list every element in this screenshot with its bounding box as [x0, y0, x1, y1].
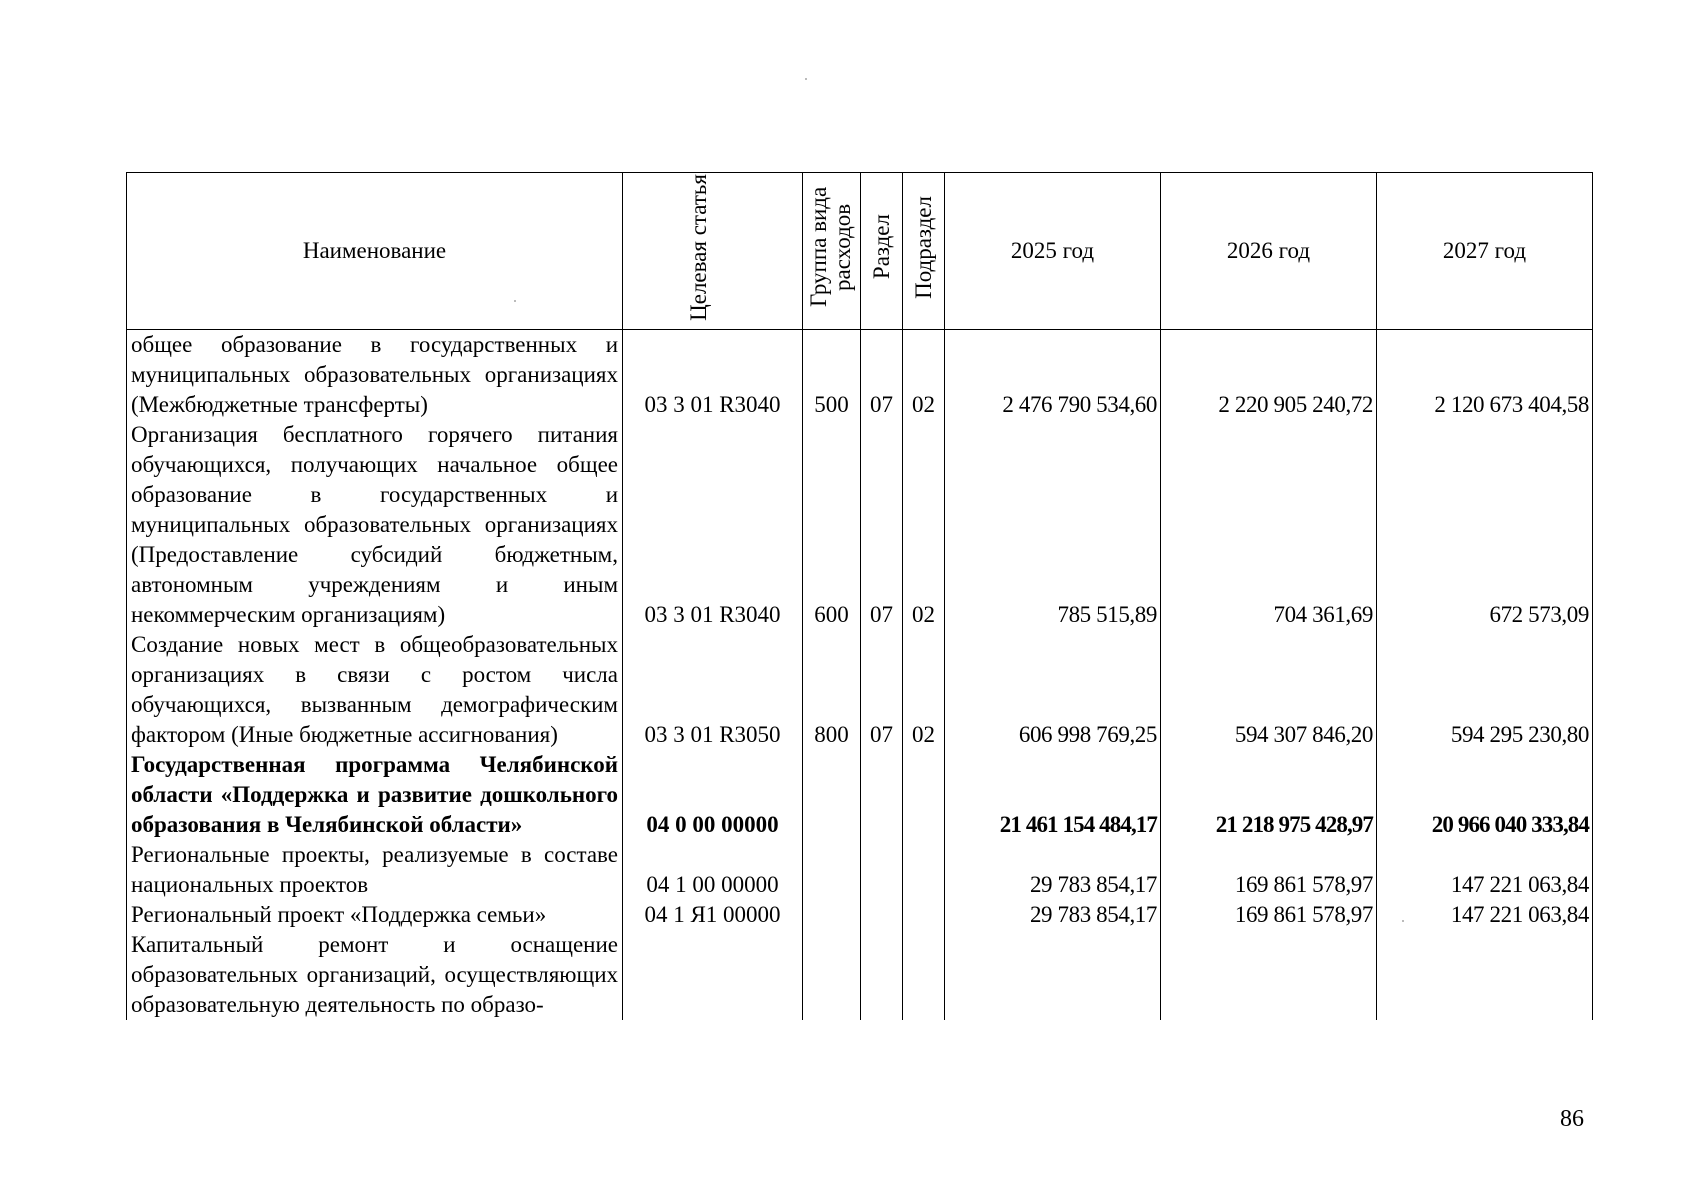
row-2026: 169 861 578,97: [1161, 900, 1377, 930]
row-group: [803, 930, 861, 1020]
header-section: Раздел: [861, 173, 903, 330]
row-subsection: [903, 840, 945, 900]
scan-artifact: [1402, 920, 1404, 922]
row-2027: [1377, 930, 1593, 1020]
row-section: [861, 840, 903, 900]
row-2026: 169 861 578,97: [1161, 840, 1377, 900]
row-name: Капитальный ремонт и оснащение образовательных организаций, осуществляющих образовательную деятельность по образо-: [127, 930, 623, 1020]
row-code: 04 1 Я1 00000: [623, 900, 803, 930]
row-section: [861, 930, 903, 1020]
header-2026: 2026 год: [1161, 173, 1377, 330]
header-subsection: Подраздел: [903, 173, 945, 330]
row-2025: 2 476 790 534,60: [945, 330, 1161, 421]
row-group: 800: [803, 630, 861, 750]
row-group: [803, 900, 861, 930]
table-row: [127, 930, 1593, 1020]
row-subsection: 02: [903, 630, 945, 750]
row-group: 600: [803, 420, 861, 630]
row-name: Создание новых мест в общеобразовательных организациях в связи с ростом числа обучающихся, вызванным демографическим фактором (Иные бюджетные ассигнования): [127, 630, 623, 750]
table-header: [127, 173, 1593, 330]
row-2026: 594 307 846,20: [1161, 630, 1377, 750]
row-name: Региональный проект «Поддержка семьи»: [127, 900, 623, 930]
header-name: Наименование: [127, 173, 623, 330]
row-2025: 29 783 854,17: [945, 840, 1161, 900]
header-code: Целевая статья: [623, 173, 803, 330]
header-group: Группа вида расходов: [803, 173, 861, 330]
table-row: [127, 840, 1593, 900]
row-name: общее образование в государственных и муниципальных образовательных организациях (Межбюджетные трансферты): [127, 330, 623, 421]
row-code: 03 3 01 R3040: [623, 330, 803, 421]
row-group: [803, 750, 861, 840]
row-section: 07: [861, 630, 903, 750]
row-2026: [1161, 930, 1377, 1020]
row-group: 500: [803, 330, 861, 421]
row-2027: 2 120 673 404,58: [1377, 330, 1593, 421]
table-row: [127, 330, 1593, 421]
row-subsection: [903, 750, 945, 840]
row-section: [861, 900, 903, 930]
row-subsection: [903, 900, 945, 930]
page-number: 86: [1560, 1106, 1584, 1132]
scan-artifact: [805, 78, 807, 80]
row-code: 03 3 01 R3040: [623, 420, 803, 630]
row-2025: 606 998 769,25: [945, 630, 1161, 750]
row-code: 04 1 00 00000: [623, 840, 803, 900]
row-subsection: 02: [903, 420, 945, 630]
row-section: [861, 750, 903, 840]
row-2025: [945, 930, 1161, 1020]
row-2025: 785 515,89: [945, 420, 1161, 630]
row-name: Организация бесплатного горячего питания обучающихся, получающих начальное общее образование в государственных и муниципальных образовательных организациях (Предоставление субсидий бюджетным, автономным учреждениям и иным некоммерческим организациям): [127, 420, 623, 630]
table-row-program: [127, 750, 1593, 840]
row-2025: 21 461 154 484,17: [945, 750, 1161, 840]
budget-table: [126, 172, 1593, 1020]
row-group: [803, 840, 861, 900]
row-2027: 147 221 063,84: [1377, 840, 1593, 900]
table-row: [127, 420, 1593, 630]
row-code: [623, 930, 803, 1020]
row-2026: 2 220 905 240,72: [1161, 330, 1377, 421]
row-name: Государственная программа Челябинской области «Поддержка и развитие дошкольного образования в Челябинской области»: [127, 750, 623, 840]
row-2027: 594 295 230,80: [1377, 630, 1593, 750]
row-2027: 672 573,09: [1377, 420, 1593, 630]
row-code: 04 0 00 00000: [623, 750, 803, 840]
row-name: Региональные проекты, реализуемые в составе национальных проектов: [127, 840, 623, 900]
table-row: [127, 630, 1593, 750]
row-subsection: [903, 930, 945, 1020]
row-section: 07: [861, 330, 903, 421]
row-section: 07: [861, 420, 903, 630]
header-2027: 2027 год: [1377, 173, 1593, 330]
row-subsection: 02: [903, 330, 945, 421]
scan-artifact: [514, 300, 516, 302]
row-code: 03 3 01 R3050: [623, 630, 803, 750]
row-2026: 21 218 975 428,97: [1161, 750, 1377, 840]
row-2027: 20 966 040 333,84: [1377, 750, 1593, 840]
table-row: [127, 900, 1593, 930]
header-2025: 2025 год: [945, 173, 1161, 330]
row-2025: 29 783 854,17: [945, 900, 1161, 930]
row-2027: 147 221 063,84: [1377, 900, 1593, 930]
row-2026: 704 361,69: [1161, 420, 1377, 630]
